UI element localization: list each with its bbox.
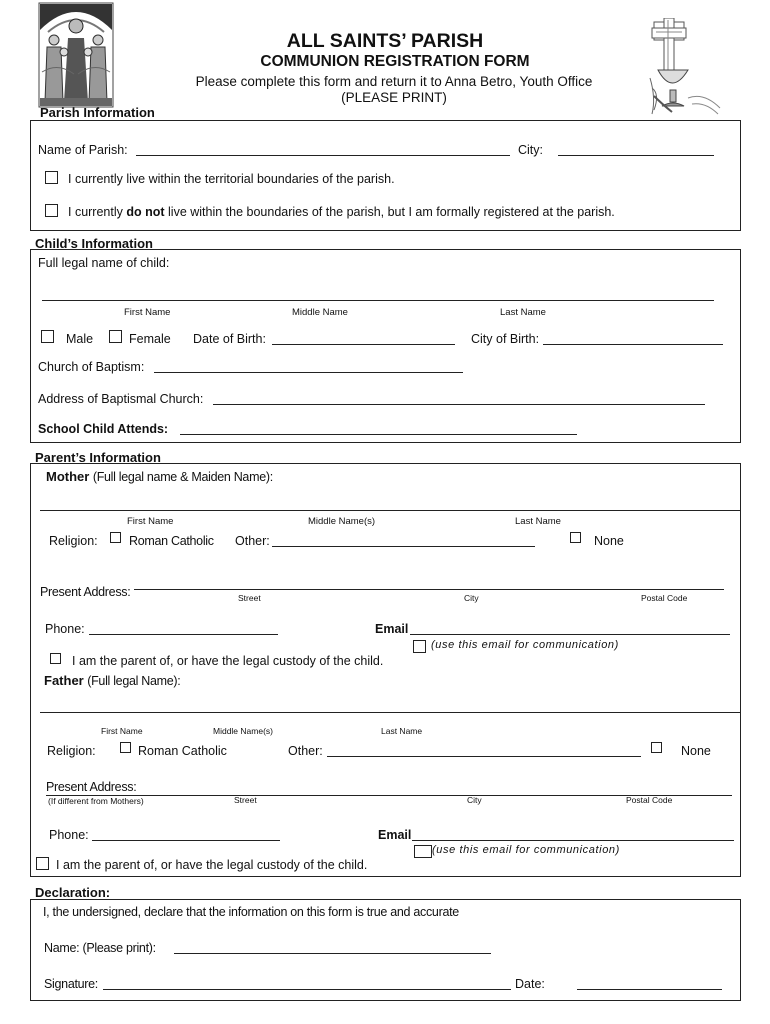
- baptismal-church-address-label: Address of Baptismal Church:: [38, 392, 204, 406]
- child-last-name-caption: Last Name: [500, 307, 546, 318]
- declaration-date-field[interactable]: [577, 989, 722, 990]
- mother-city-caption: City: [464, 593, 479, 603]
- within-boundaries-checkbox[interactable]: [45, 171, 58, 184]
- child-full-name-label: Full legal name of child:: [38, 256, 170, 270]
- parish-name-label: Name of Parish:: [38, 143, 128, 157]
- declaration-statement: I, the undersigned, declare that the information on this form is true and accurate: [43, 905, 459, 919]
- mother-last-name-caption: Last Name: [515, 516, 561, 527]
- father-first-name-caption: First Name: [101, 726, 143, 736]
- mother-postal-code-caption: Postal Code: [641, 593, 688, 603]
- mother-use-email-label: (use this email for communication): [431, 639, 619, 651]
- father-last-name-caption: Last Name: [381, 726, 423, 736]
- form-subtitle: COMMUNION REGISTRATION FORM: [260, 53, 530, 70]
- mother-email-label: Email: [375, 622, 409, 636]
- mother-name-field[interactable]: [40, 510, 740, 511]
- church-of-baptism-label: Church of Baptism:: [38, 360, 145, 374]
- father-street-caption: Street: [234, 795, 257, 805]
- city-of-birth-label: City of Birth:: [471, 332, 540, 346]
- child-first-name-caption: First Name: [124, 307, 171, 318]
- parish-city-label: City:: [518, 143, 543, 157]
- mother-roman-catholic-label: Roman Catholic: [129, 534, 214, 548]
- mother-middle-name-caption: Middle Name(s): [308, 516, 376, 527]
- mother-religion-label: Religion:: [49, 534, 98, 548]
- father-city-caption: City: [467, 795, 482, 805]
- parents-section-title: Parent’s Information: [35, 450, 161, 465]
- form-instruction: Please complete this form and return it to Anna Betro, Youth Office: [195, 74, 593, 89]
- please-print-note: (PLEASE PRINT): [341, 90, 447, 105]
- mother-address-label: Present Address:: [40, 585, 131, 599]
- not-within-boundaries-checkbox[interactable]: [45, 204, 58, 217]
- mother-use-email-checkbox[interactable]: [413, 640, 426, 653]
- female-label: Female: [129, 332, 171, 346]
- child-full-name-field[interactable]: [42, 300, 714, 301]
- mother-first-name-caption: First Name: [127, 516, 174, 527]
- dob-label: Date of Birth:: [193, 332, 266, 346]
- mother-custody-label: I am the parent of, or have the legal custody of the child.: [72, 654, 384, 668]
- declaration-section-title: Declaration:: [35, 885, 111, 900]
- father-roman-catholic-label: Roman Catholic: [138, 744, 227, 758]
- within-boundaries-label: I currently live within the territorial boundaries of the parish.: [68, 172, 395, 186]
- mother-phone-field[interactable]: [89, 634, 278, 635]
- male-checkbox[interactable]: [41, 330, 54, 343]
- parish-name-field[interactable]: [136, 155, 510, 156]
- father-use-email-label: (use this email for communication): [432, 844, 620, 856]
- baptismal-church-address-field[interactable]: [213, 404, 705, 405]
- mother-custody-checkbox[interactable]: [50, 653, 61, 664]
- father-custody-label: I am the parent of, or have the legal custody of the child.: [56, 858, 368, 872]
- mother-email-field[interactable]: [410, 634, 730, 635]
- declaration-name-label: Name: (Please print):: [44, 941, 156, 955]
- father-religion-label: Religion:: [47, 744, 96, 758]
- school-label: School Child Attends:: [38, 422, 169, 436]
- child-section-box: [30, 249, 741, 443]
- mother-address-field[interactable]: [134, 589, 724, 590]
- child-middle-name-caption: Middle Name: [292, 307, 348, 318]
- father-email-label: Email: [378, 828, 412, 842]
- father-heading: Father (Full legal Name):: [44, 673, 181, 688]
- declaration-signature-field[interactable]: [103, 989, 511, 990]
- mother-roman-catholic-checkbox[interactable]: [110, 532, 121, 543]
- declaration-date-label: Date:: [515, 977, 545, 991]
- father-use-email-checkbox[interactable]: [414, 845, 432, 858]
- school-field[interactable]: [180, 434, 577, 435]
- child-section-title: Child’s Information: [35, 236, 153, 251]
- father-postal-code-caption: Postal Code: [626, 795, 673, 805]
- female-checkbox[interactable]: [109, 330, 122, 343]
- father-email-field[interactable]: [412, 840, 734, 841]
- mother-none-label: None: [594, 534, 624, 548]
- father-none-label: None: [681, 744, 711, 758]
- father-middle-name-caption: Middle Name(s): [213, 726, 273, 736]
- city-of-birth-field[interactable]: [543, 344, 723, 345]
- father-roman-catholic-checkbox[interactable]: [120, 742, 131, 753]
- father-name-field[interactable]: [40, 712, 740, 713]
- father-address-if-different-note: (If different from Mothers): [48, 796, 144, 806]
- father-none-checkbox[interactable]: [651, 742, 662, 753]
- male-label: Male: [66, 332, 94, 346]
- form-title: ALL SAINTS’ PARISH: [286, 30, 484, 52]
- mother-other-label: Other:: [235, 534, 270, 548]
- dob-field[interactable]: [272, 344, 455, 345]
- father-other-religion-field[interactable]: [327, 756, 641, 757]
- parish-city-field[interactable]: [558, 155, 714, 156]
- father-phone-label: Phone:: [49, 828, 89, 842]
- mother-other-religion-field[interactable]: [272, 546, 535, 547]
- mother-heading: Mother (Full legal name & Maiden Name):: [46, 469, 273, 484]
- declaration-signature-label: Signature:: [44, 977, 98, 991]
- father-address-label: Present Address:: [46, 780, 137, 794]
- parish-section-title: Parish Information: [40, 105, 155, 120]
- church-of-baptism-field[interactable]: [154, 372, 463, 373]
- father-other-label: Other:: [288, 744, 323, 758]
- mother-street-caption: Street: [238, 593, 261, 603]
- mother-none-checkbox[interactable]: [570, 532, 581, 543]
- mother-phone-label: Phone:: [45, 622, 85, 636]
- father-phone-field[interactable]: [92, 840, 280, 841]
- declaration-name-field[interactable]: [174, 953, 491, 954]
- father-custody-checkbox[interactable]: [36, 857, 49, 870]
- not-within-boundaries-label: I currently do not live within the boundaries of the parish, but I am formally registered at the parish.: [68, 205, 615, 219]
